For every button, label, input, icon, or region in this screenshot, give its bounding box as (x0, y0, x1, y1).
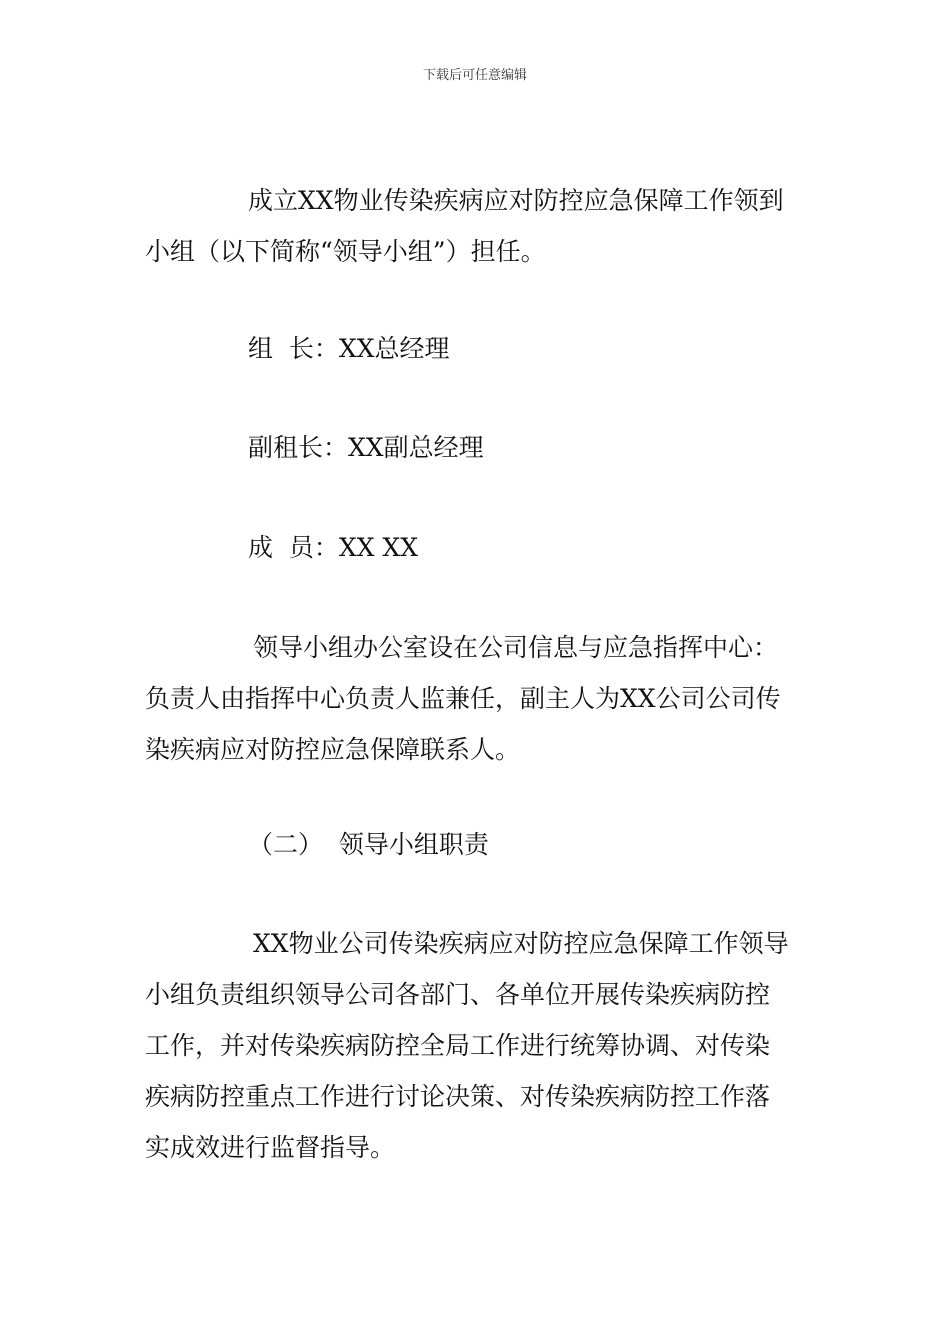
paragraph-line: 小组（以下简称“领导小组”）担任。 (145, 237, 546, 266)
paragraph-duties (145, 918, 813, 1173)
section-heading-duties (145, 819, 813, 870)
paragraph-line: 负责人由指挥中心负责人监兼任，副主人为XX公司公司传 (145, 684, 781, 713)
group-leader-line (145, 323, 813, 374)
members-line (145, 522, 813, 573)
paragraph-line: 工作，并对传染疾病防控全局工作进行统筹协调、对传染 (145, 1031, 771, 1060)
deputy-leader-line (145, 422, 813, 473)
section-heading: （二） 领导小组职责 (248, 830, 489, 859)
paragraph-line: 小组负责组织领导公司各部门、各单位开展传染疾病防控 (145, 980, 771, 1009)
paragraph-line: 染疾病应对防控应急保障联系人。 (145, 735, 521, 764)
paragraph-line: 领导小组办公室设在公司信息与应急指挥中心： (253, 633, 779, 662)
paragraph-line: 副租长：XX副总经理 (248, 433, 484, 462)
paragraph-line: 组 长：XX总经理 (248, 334, 450, 363)
paragraph-line: XX物业公司传染疾病应对防控应急保障工作领导 (253, 929, 789, 958)
paragraph-line: 成立XX物业传染疾病应对防控应急保障工作领到 (248, 186, 784, 215)
paragraph-line: 成 员：XX XX (248, 533, 419, 562)
paragraph-establish-group (145, 175, 813, 277)
page-header-note: 下载后可任意编辑 (422, 68, 527, 83)
paragraph-line: 实成效进行监督指导。 (145, 1133, 396, 1162)
paragraph-office (145, 622, 813, 775)
paragraph-line: 疾病防控重点工作进行讨论决策、对传染疾病防控工作落 (145, 1082, 771, 1111)
